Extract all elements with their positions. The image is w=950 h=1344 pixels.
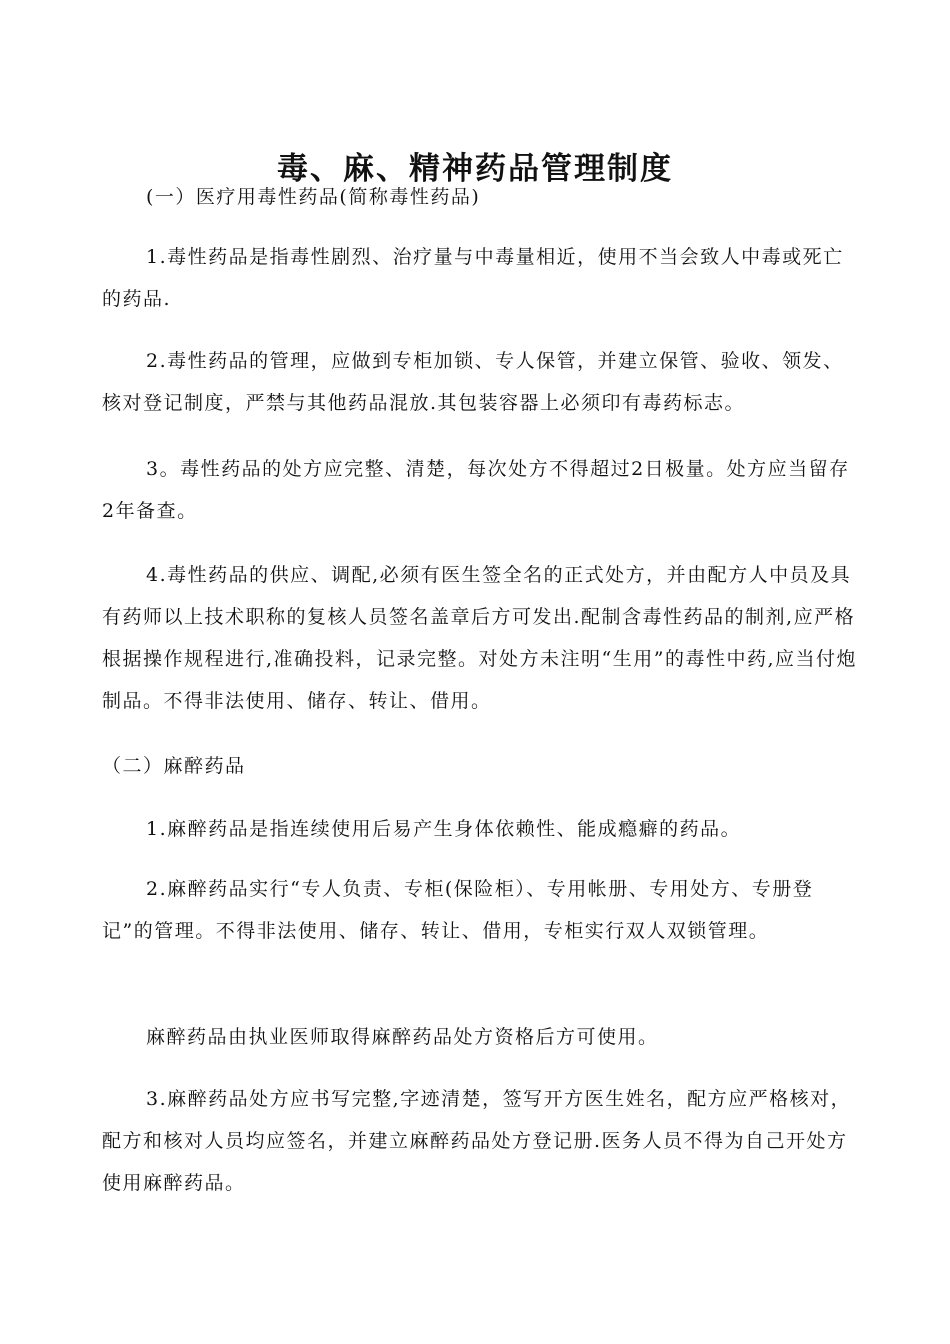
- document-title: 毒、麻、精神药品管理制度: [277, 150, 673, 187]
- section-heading-toxic-drugs: (一）医疗用毒性药品(简称毒性药品): [146, 186, 481, 208]
- paragraph-narcotics-prescriber: 麻醉药品由执业医师取得麻醉药品处方资格后方可使用。: [146, 1026, 659, 1048]
- paragraph-toxic-4: 4.毒性药品的供应、调配,必须有医生签全名的正式处方，并由配方人中员及具有药师以上技术职称的复核人员签名盖章后方可发出.配制含毒性药品的制剂,应严格根据操作规程进行,准确投料，记录完整。对处方未注明“生用”的毒性中药,应当付炮制品。不得非法使用、储存、转让、借用。: [102, 564, 858, 712]
- section-heading-narcotics: （二）麻醉药品: [102, 755, 246, 777]
- paragraph-toxic-2: 2.毒性药品的管理，应做到专柜加锁、专人保管，并建立保管、验收、领发、核对登记制度，严禁与其他药品混放.其包装容器上必须印有毒药标志。: [102, 350, 844, 414]
- paragraph-toxic-3: 3。毒性药品的处方应完整、清楚，每次处方不得超过2日极量。处方应当留存2年备查。: [102, 458, 850, 522]
- paragraph-narcotics-2: 2.麻醉药品实行“专人负责、专柜(保险柜）、专用帐册、专用处方、专册登记”的管理。不得非法使用、储存、转让、借用，专柜实行双人双锁管理。: [102, 878, 814, 942]
- paragraph-narcotics-3: 3.麻醉药品处方应书写完整,字迹清楚，签写开方医生姓名，配方应严格核对，配方和核对人员均应签名，并建立麻醉药品处方登记册.医务人员不得为自己开处方使用麻醉药品。: [102, 1088, 852, 1194]
- paragraph-toxic-1: 1.毒性药品是指毒性剧烈、治疗量与中毒量相近，使用不当会致人中毒或死亡的药品.: [102, 246, 844, 310]
- paragraph-narcotics-1: 1.麻醉药品是指连续使用后易产生身体依赖性、能成瘾癖的药品。: [146, 818, 742, 840]
